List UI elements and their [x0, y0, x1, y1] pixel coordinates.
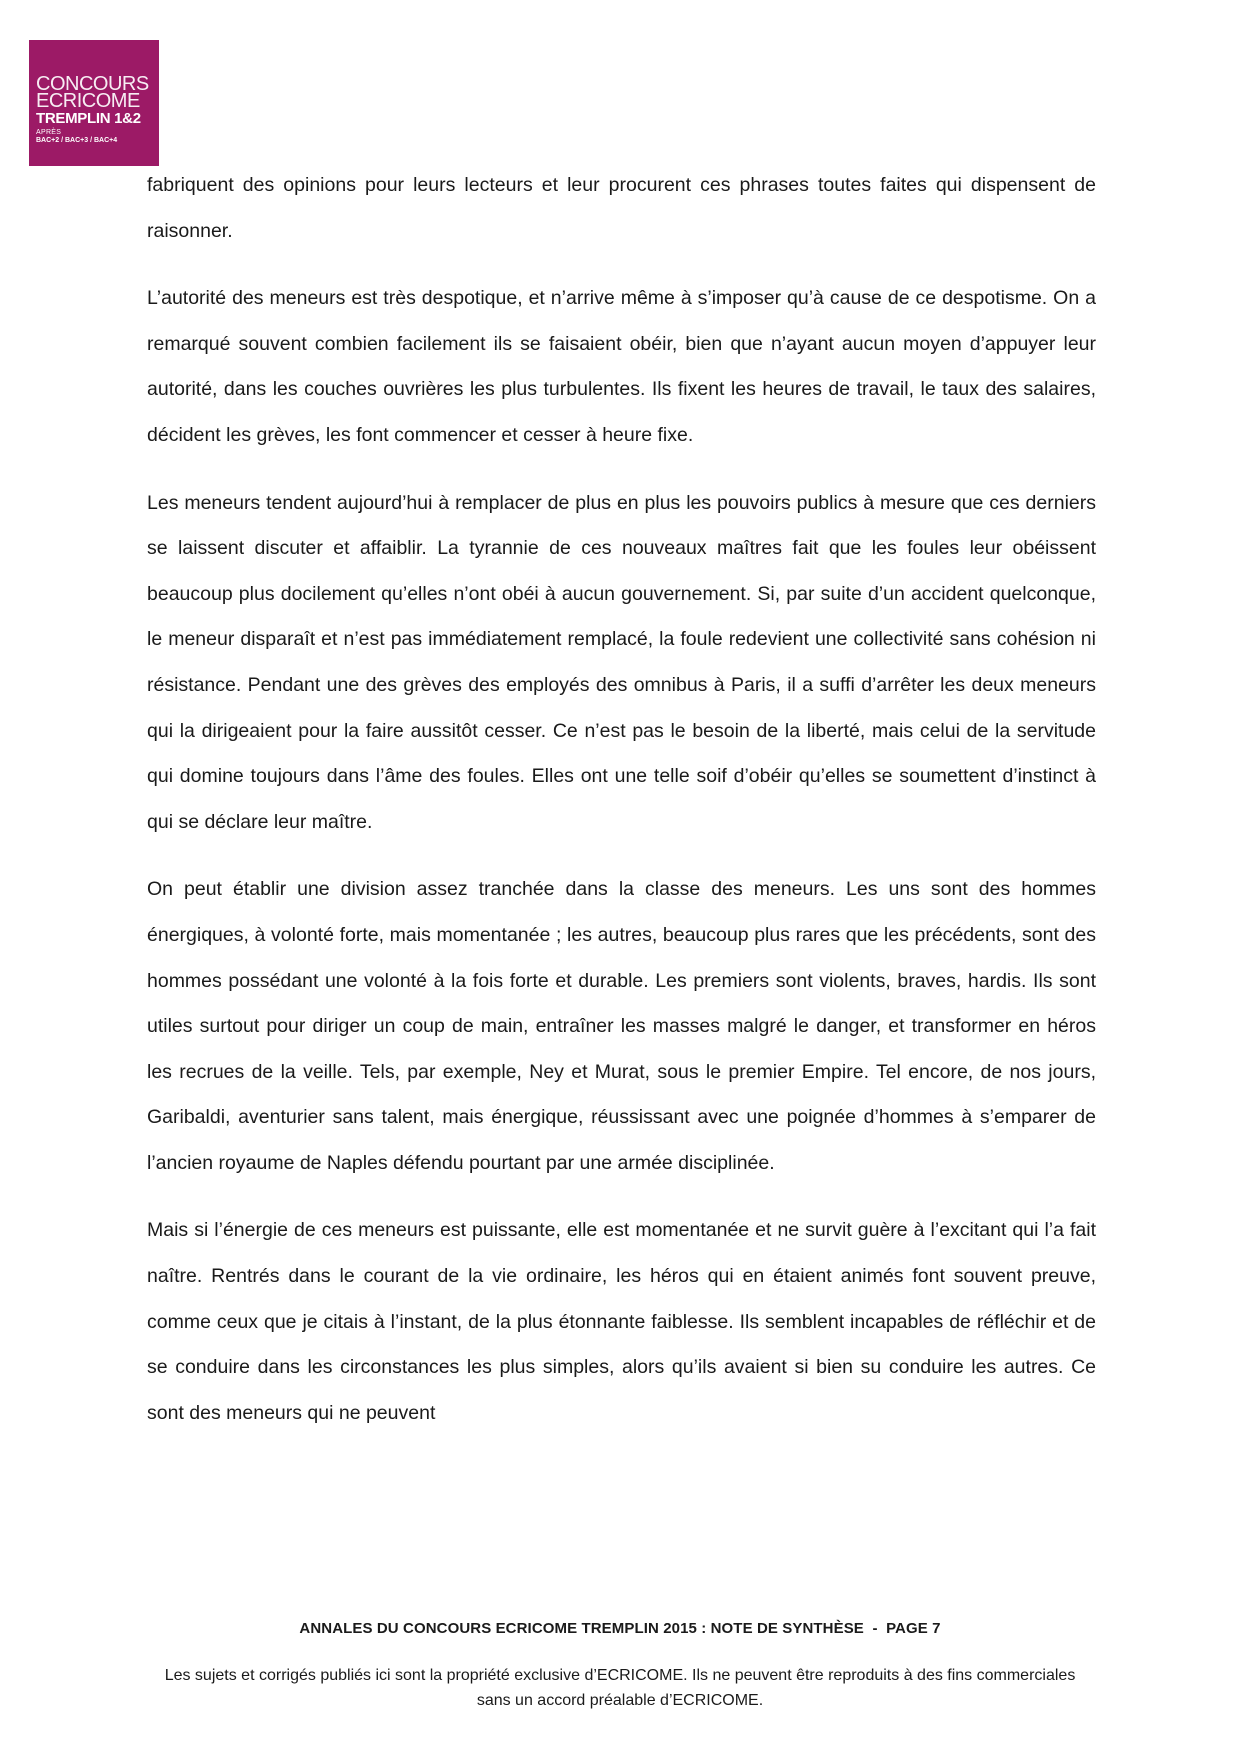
- footer-title: ANNALES DU CONCOURS ECRICOME TREMPLIN 2015 : NOTE DE SYNTHÈSE - PAGE 7: [299, 1620, 941, 1637]
- logo-line-tremplin: TREMPLIN 1&2: [36, 110, 141, 127]
- paragraph: Les meneurs tendent aujourd’hui à remplacer de plus en plus les pouvoirs publics à mesure que ces derniers se laissent discuter et affaiblir. La tyrannie de ces nouveaux maîtres fait que les foules leur obéissent beaucoup plus docilement qu’elles n’ont obéi à aucun gouvernement. Si, par suite d’un accident quelconque, le meneur disparaît et n’est pas immédiatement remplacé, la foule redevient une collectivité sans cohésion ni résistance. Pendant une des grèves des employés des omnibus à Paris, il a suffi d’arrêter les deux meneurs qui la dirigeaient pour la faire aussitôt cesser. Ce n’est pas le besoin de la liberté, mais celui de la servitude qui domine toujours dans l’âme des foules. Elles ont une telle soif d’obéir qu’elles se soumettent d’instinct à qui se déclare leur maître.: [147, 491, 1096, 833]
- logo-line-concours: CONCOURS: [36, 73, 149, 95]
- paragraph: L’autorité des meneurs est très despotique, et n’arrive même à s’imposer qu’à cause de ce despotisme. On a remarqué souvent combien facilement ils se faisaient obéir, bien que n’ayant aucun moyen d’appuyer leur autorité, dans les couches ouvrières les plus turbulentes. Ils fixent les heures de travail, le taux des salaires, décident les grèves, les font commencer et cesser à heure fixe.: [147, 287, 1096, 446]
- ecricome-logo: [29, 40, 159, 166]
- logo-line-bac: BAC+2 / BAC+3 / BAC+4: [36, 137, 118, 144]
- paragraph: On peut établir une division assez tranchée dans la classe des meneurs. Les uns sont des hommes énergiques, à volonté forte, mais momentanée ; les autres, beaucoup plus rares que les précédents, sont des hommes possédant une volonté à la fois forte et durable. Les premiers sont violents, braves, hardis. Ils sont utiles surtout pour diriger un coup de main, entraîner les masses malgré le danger, et transformer en héros les recrues de la veille. Tels, par exemple, Ney et Murat, sous le premier Empire. Tel encore, de nos jours, Garibaldi, aventurier sans talent, mais énergique, réussissant avec une poignée d’hommes à s’emparer de l’ancien royaume de Naples défendu pourtant par une armée disciplinée.: [147, 878, 1096, 1174]
- logo-line-apres: APRÈS: [36, 129, 62, 136]
- paragraph: Mais si l’énergie de ces meneurs est puissante, elle est momentanée et ne survit guère à l’excitant qui l’a fait naître. Rentrés dans le courant de la vie ordinaire, les héros qui en étaient animés font souvent preuve, comme ceux que je citais à l’instant, de la plus étonnante faiblesse. Ils semblent incapables de réfléchir et de se conduire dans les circonstances les plus simples, alors qu’ils avaient si bien su conduire les autres. Ce sont des meneurs qui ne peuvent: [147, 1219, 1096, 1424]
- paragraph: fabriquent des opinions pour leurs lecteurs et leur procurent ces phrases toutes faites qui dispensent de raisonner.: [147, 174, 1096, 242]
- logo-line-ecricome: ECRICOME: [36, 90, 140, 112]
- footer-copyright-note: Les sujets et corrigés publiés ici sont la propriété exclusive d’ECRICOME. Ils ne peuvent être reproduits à des fins commerciales sans un accord préalable d’ECRICOME.: [164, 1667, 1076, 1709]
- body-text: [147, 163, 1096, 1458]
